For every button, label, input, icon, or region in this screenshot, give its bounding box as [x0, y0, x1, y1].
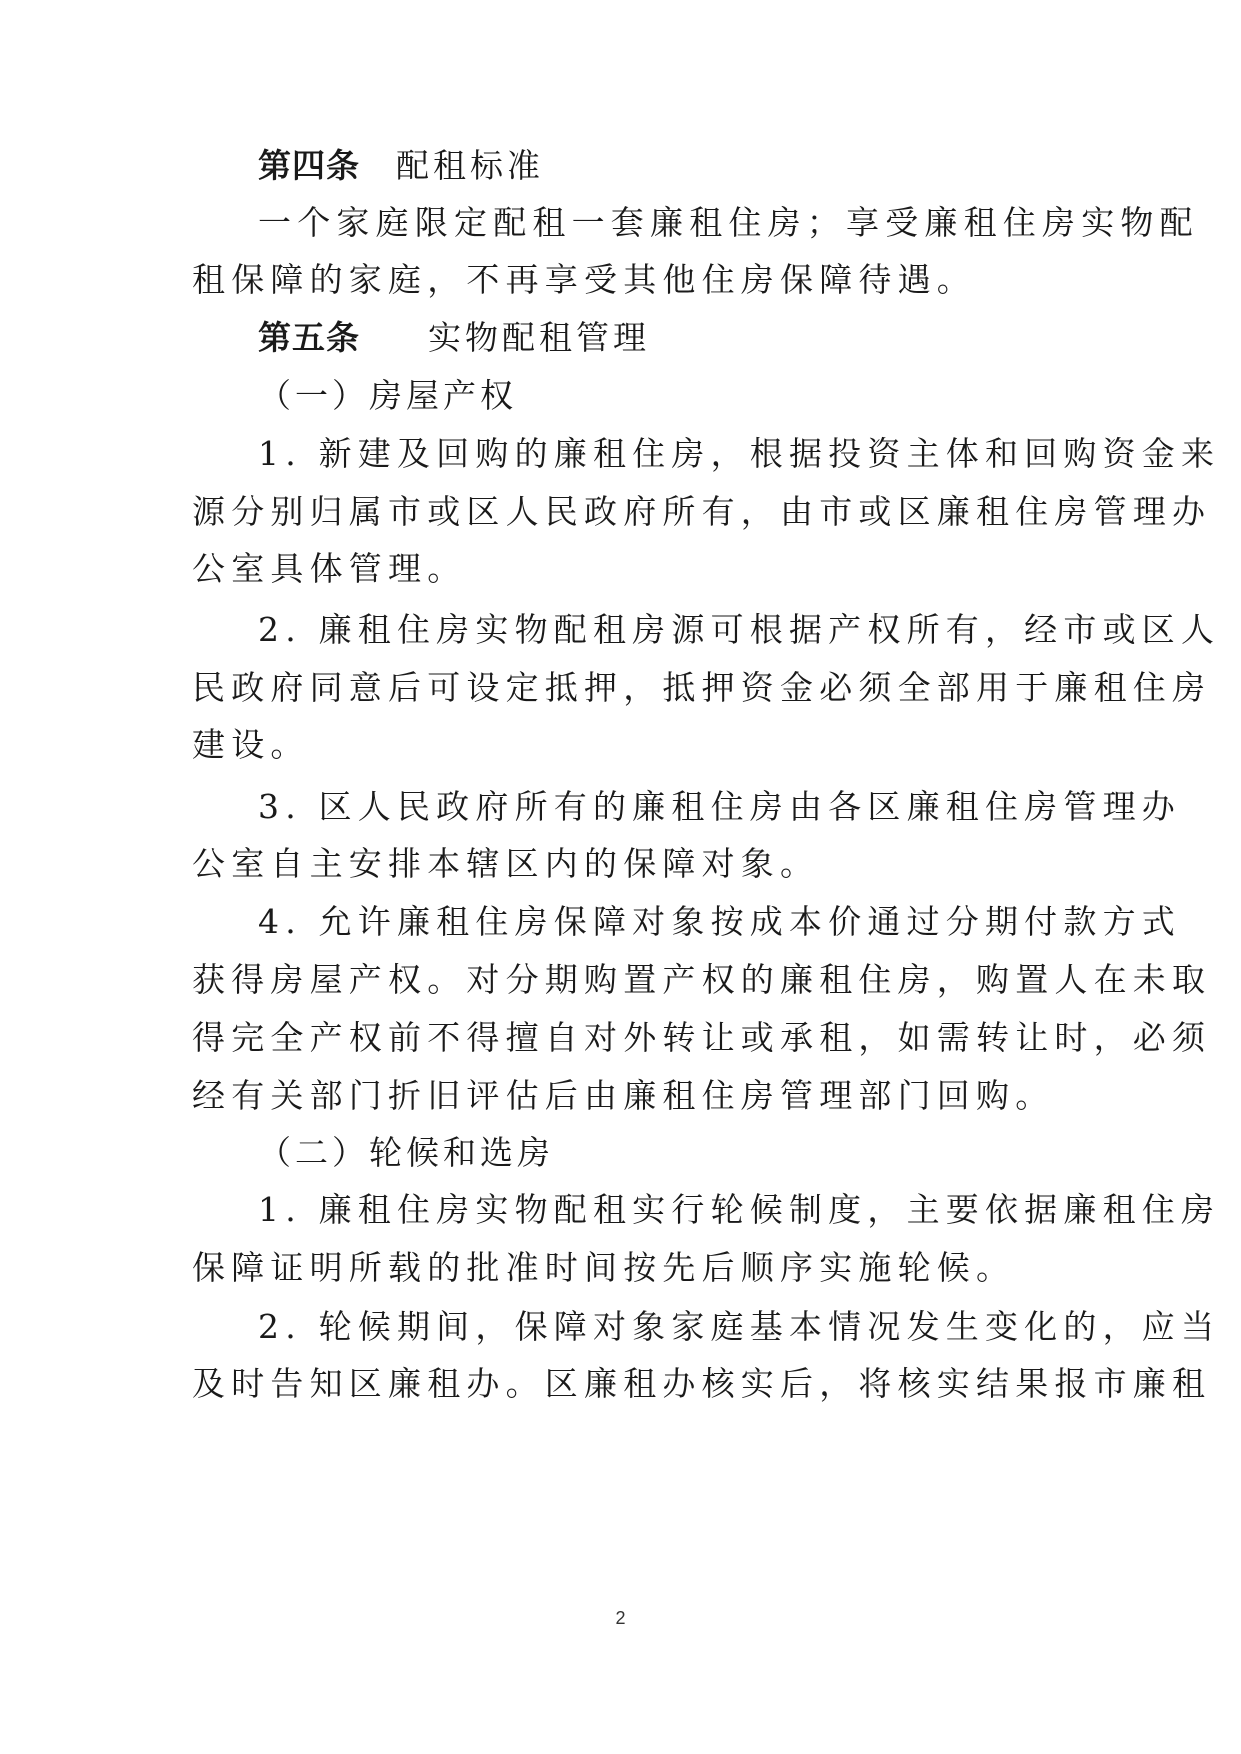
paragraph-line: 3. 区人民政府所有的廉租住房由各区廉租住房管理办	[258, 787, 1181, 826]
paragraph-line: 4. 允许廉租住房保障对象按成本价通过分期付款方式	[258, 902, 1181, 941]
paragraph-line: 1. 廉租住房实物配租实行轮候制度，主要依据廉租住房	[258, 1190, 1221, 1229]
paragraph-line: 1. 新建及回购的廉租住房，根据投资主体和回购资金来	[258, 434, 1221, 473]
section-heading: （一）房屋产权	[258, 376, 517, 415]
paragraph-line: 租保障的家庭，不再享受其他住房保障待遇。	[192, 260, 976, 299]
page-number: 2	[615, 1608, 626, 1628]
section-heading: （二）轮候和选房	[258, 1133, 554, 1172]
article-number: 第四条	[258, 146, 360, 185]
paragraph-line: 民政府同意后可设定抵押，抵押资金必须全部用于廉租住房	[192, 668, 1212, 707]
article-number: 第五条	[258, 318, 360, 357]
paragraph-line: 获得房屋产权。对分期购置产权的廉租住房，购置人在未取	[192, 960, 1212, 999]
paragraph-line: 公室自主安排本辖区内的保障对象。	[192, 844, 820, 883]
paragraph-line: 建设。	[192, 725, 310, 764]
paragraph-line: 得完全产权前不得擅自对外转让或承租，如需转让时，必须	[192, 1018, 1212, 1057]
paragraph-line: 2. 轮候期间，保障对象家庭基本情况发生变化的，应当	[258, 1307, 1221, 1346]
article-title: 配租标准	[396, 146, 544, 185]
paragraph-line: 经有关部门折旧评估后由廉租住房管理部门回购。	[192, 1076, 1055, 1115]
paragraph-line: 源分别归属市或区人民政府所有，由市或区廉租住房管理办	[192, 492, 1212, 531]
paragraph-line: 公室具体管理。	[192, 549, 467, 588]
paragraph-line: 2. 廉租住房实物配租房源可根据产权所有，经市或区人	[258, 610, 1221, 649]
article-heading	[258, 146, 1062, 186]
paragraph-line: 及时告知区廉租办。区廉租办核实后，将核实结果报市廉租	[192, 1364, 1212, 1403]
paragraph-line: 一个家庭限定配租一套廉租住房；享受廉租住房实物配	[258, 203, 1199, 242]
paragraph-line: 保障证明所载的批准时间按先后顺序实施轮候。	[192, 1248, 1016, 1287]
article-title: 实物配租管理	[428, 318, 650, 357]
article-heading	[258, 318, 1062, 358]
